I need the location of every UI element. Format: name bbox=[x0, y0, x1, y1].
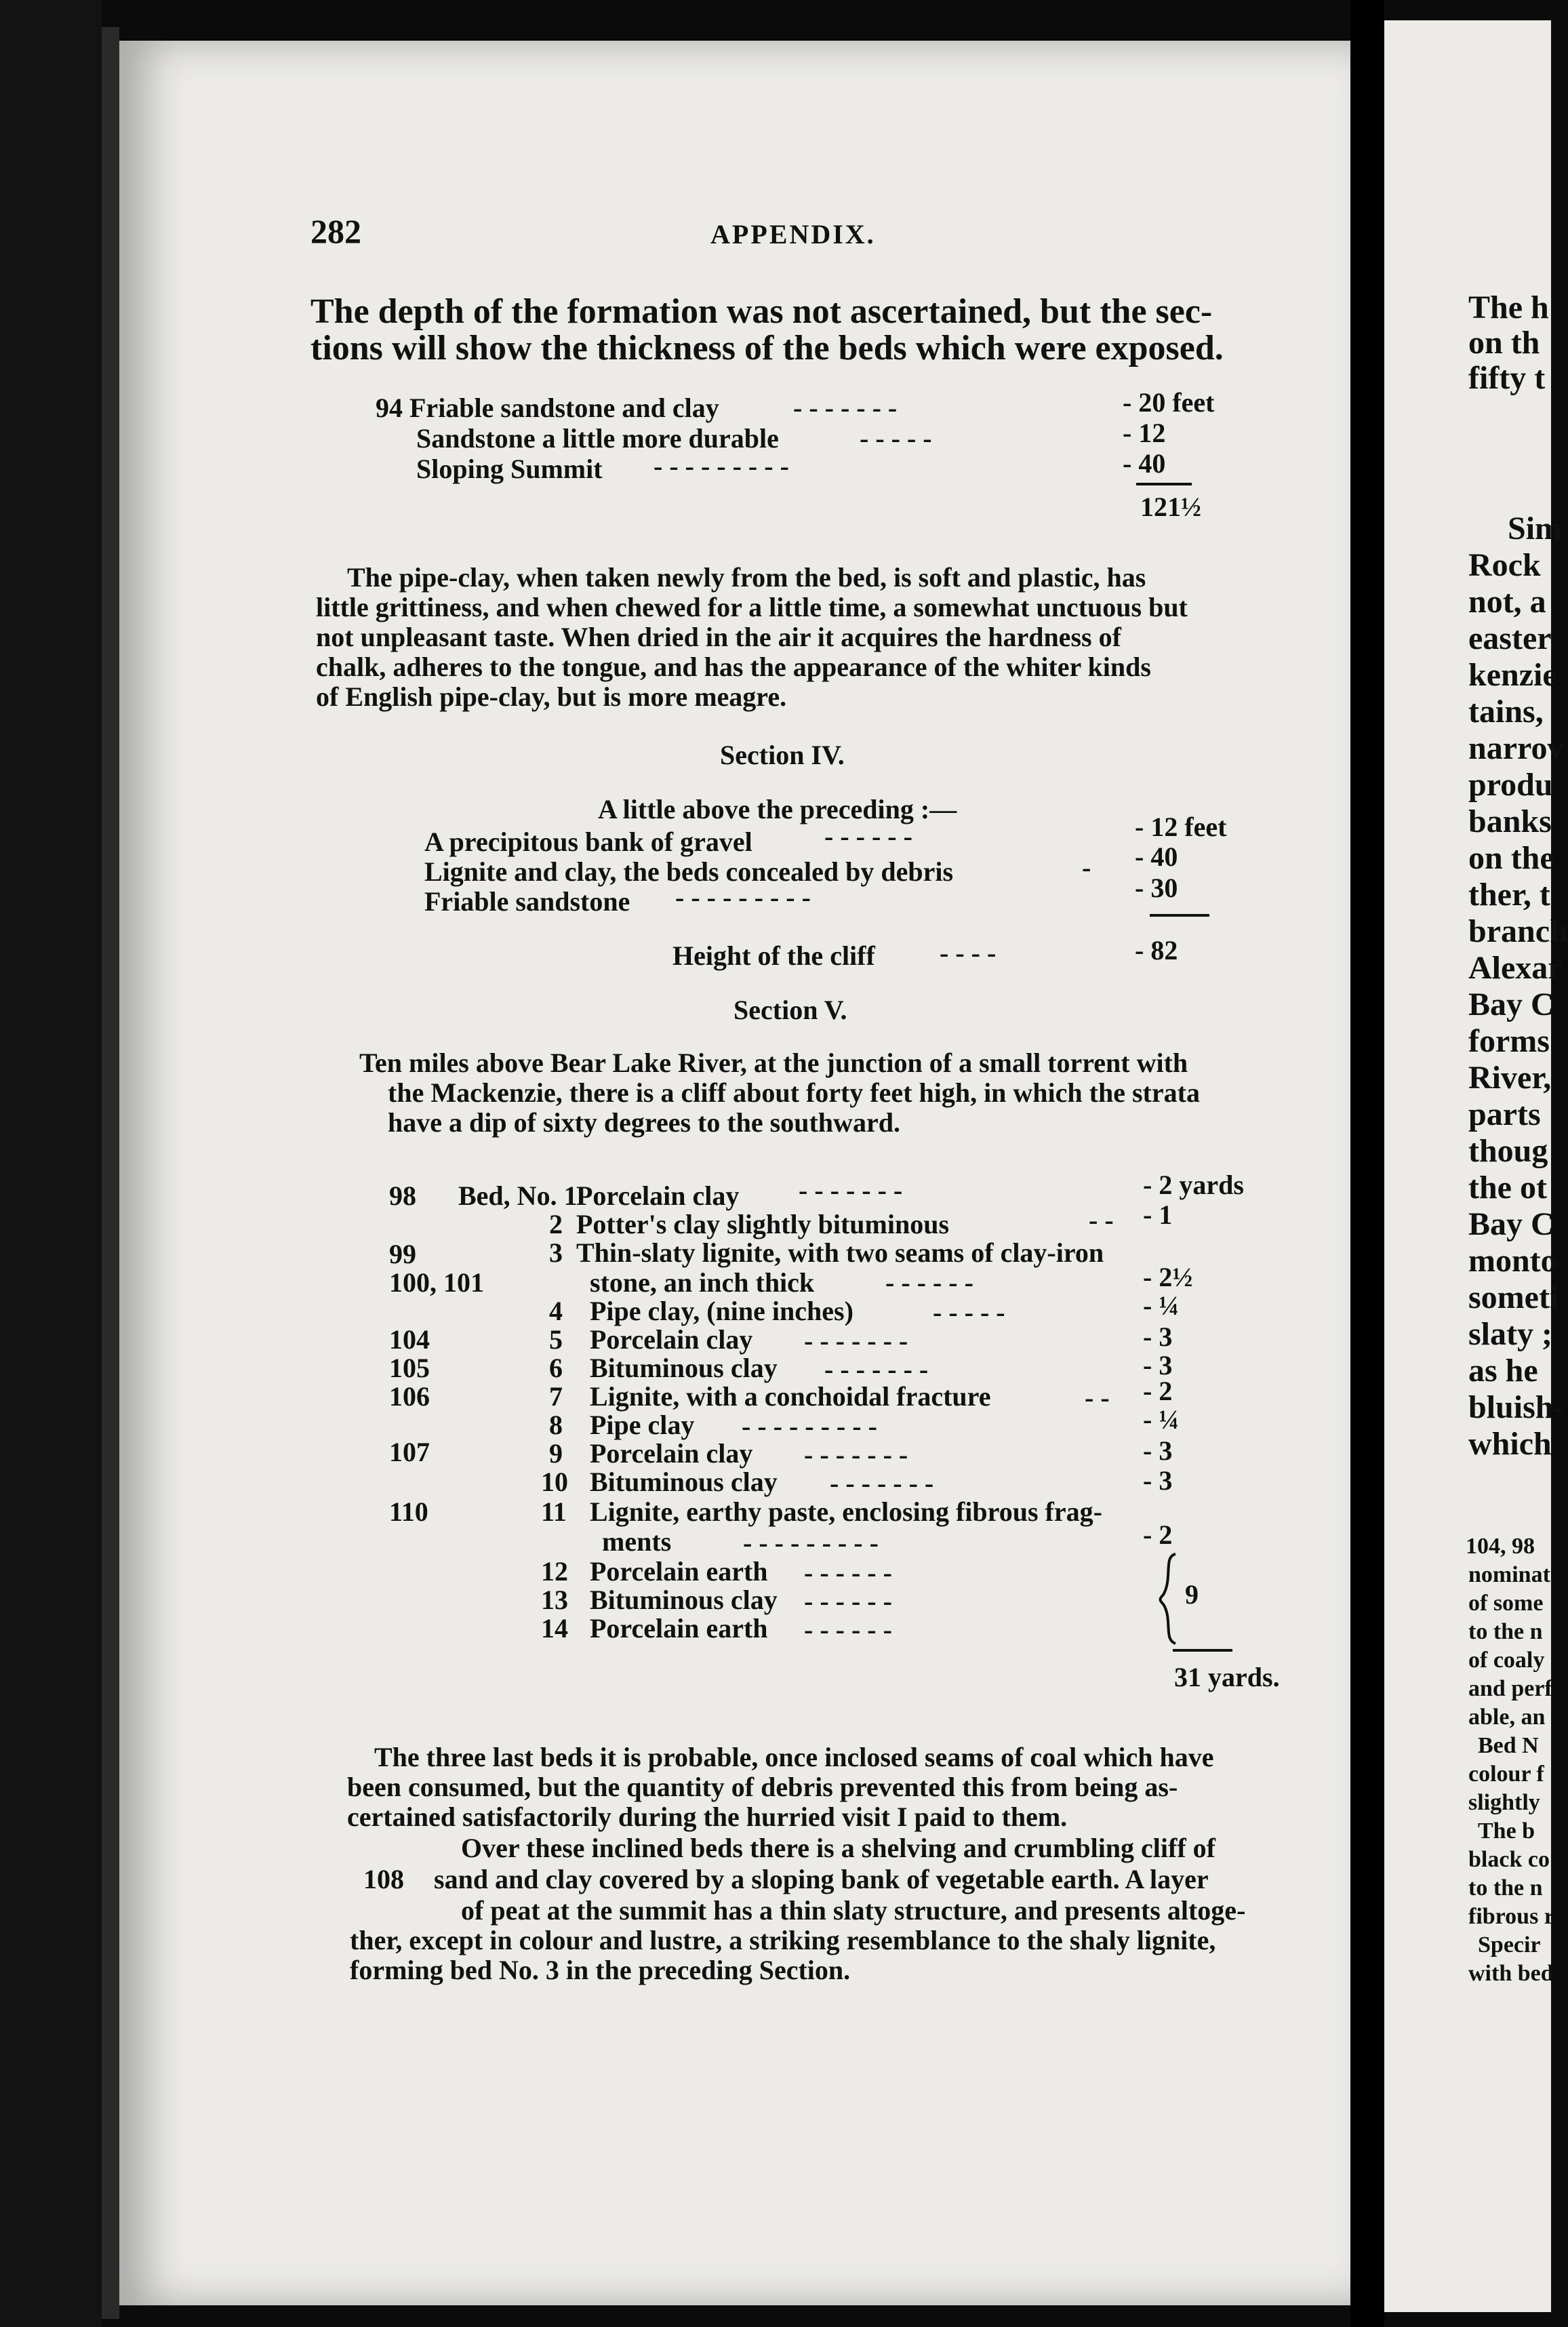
table-row: Lignite and clay, the beds concealed by debris bbox=[424, 856, 954, 887]
bed-number: 12 bbox=[541, 1556, 568, 1587]
leader-dots: - - - - - - - - - bbox=[743, 1528, 879, 1558]
sum-rule bbox=[1136, 483, 1192, 485]
specimen-number: 108 bbox=[363, 1864, 404, 1894]
specimen-number: 104 bbox=[389, 1324, 430, 1355]
bed-number: 10 bbox=[541, 1467, 568, 1497]
leader-dots: - - - - - - bbox=[804, 1614, 892, 1645]
bed-label: Pipe clay, (nine inches) bbox=[590, 1296, 853, 1326]
bed-number: 11 bbox=[541, 1496, 567, 1527]
section-heading: Section IV. bbox=[720, 740, 845, 770]
table-row: Friable sandstone bbox=[424, 886, 630, 917]
leader-dots: - - - - - - - - - bbox=[742, 1411, 877, 1441]
leader-dots: - - - - - - - bbox=[793, 393, 898, 423]
bed-number: 14 bbox=[541, 1613, 568, 1644]
bed-label: Porcelain clay bbox=[590, 1438, 753, 1469]
specimen-number: 98 bbox=[389, 1180, 416, 1211]
brace-icon bbox=[1157, 1551, 1184, 1646]
table-row: Sandstone a little more durable bbox=[416, 423, 779, 454]
height-value: - 82 bbox=[1135, 935, 1178, 966]
row-value: - 2 bbox=[1143, 1376, 1173, 1406]
row-value: - 30 bbox=[1135, 873, 1178, 903]
leader-dots: - - - - - - bbox=[824, 821, 912, 852]
bed-label: Porcelain clay bbox=[590, 1324, 753, 1355]
bed-label: Porcelain clay bbox=[576, 1180, 740, 1211]
row-value: - 3 bbox=[1143, 1350, 1173, 1380]
specimen-number: 110 bbox=[389, 1496, 428, 1527]
row-value: - 20 feet bbox=[1123, 387, 1215, 418]
table-total: 121½ bbox=[1140, 492, 1201, 522]
leader-dots: - - - - - - bbox=[885, 1267, 973, 1298]
sum-rule bbox=[1173, 1649, 1232, 1652]
leader-dots: - - - - - - bbox=[804, 1557, 892, 1588]
table-total: 31 yards. bbox=[1174, 1662, 1280, 1692]
row-value: - 40 bbox=[1123, 448, 1166, 479]
row-value: - 12 feet bbox=[1135, 812, 1227, 842]
book-page-right-edge: The h on th fifty t Sim Rock not, a easter kenzie tains, narrov produ banks on the ther, t branch Alexar Bay C forms River, parts thoug the ot Bay C monto someti slaty ; as he bluish- which 104, 98 nominat of some to the n of coaly and perf able, an Bed N colour f slightly The b black co to the n fibrous r Specir with bed bbox=[1384, 20, 1551, 2312]
leader-dots: - - - - - - - bbox=[824, 1354, 929, 1385]
bed-number: Bed, No. 1 bbox=[458, 1180, 578, 1211]
leader-dots: - - bbox=[1089, 1205, 1114, 1235]
table-row: A precipitous bank of gravel bbox=[424, 827, 752, 857]
leader-dots: - - - - - bbox=[933, 1297, 1005, 1328]
specimen-number: 106 bbox=[389, 1381, 430, 1412]
bed-label: Lignite, earthy paste, enclosing fibrous frag- bbox=[590, 1496, 1102, 1527]
scan-binding-shadow bbox=[102, 27, 119, 2319]
row-value: - 3 bbox=[1143, 1435, 1173, 1466]
table-row: 94 Friable sandstone and clay bbox=[376, 393, 719, 423]
page-number: 282 bbox=[310, 212, 361, 250]
leader-dots: - - - - - - - bbox=[830, 1468, 934, 1498]
bed-label: Porcelain earth bbox=[590, 1613, 768, 1644]
bed-label: Pipe clay bbox=[590, 1410, 695, 1440]
bed-label: Porcelain earth bbox=[590, 1556, 768, 1587]
specimen-number: 105 bbox=[389, 1353, 430, 1383]
specimen-number: 107 bbox=[389, 1437, 430, 1467]
leader-dots: - - - - - - - bbox=[804, 1439, 908, 1470]
bed-label: Bituminous clay bbox=[590, 1585, 778, 1615]
row-value: - 12 bbox=[1123, 418, 1166, 448]
leader-dots: - bbox=[1082, 852, 1091, 883]
section-lead: A little above the preceding :— bbox=[598, 794, 957, 824]
leader-dots: - - - - - - - - - bbox=[654, 451, 789, 481]
bed-label: ments bbox=[602, 1526, 672, 1557]
row-value: - 40 bbox=[1135, 841, 1178, 872]
leader-dots: - - - - - - bbox=[804, 1586, 892, 1616]
section-heading: Section V. bbox=[733, 995, 847, 1025]
bracket-value: 9 bbox=[1185, 1579, 1199, 1610]
height-label: Height of the cliff bbox=[672, 940, 875, 971]
bed-number: 8 bbox=[549, 1410, 563, 1440]
bed-number: 9 bbox=[549, 1438, 563, 1469]
bed-label: Potter's clay slightly bituminous bbox=[576, 1209, 950, 1239]
bed-number: 3 bbox=[549, 1237, 563, 1268]
bed-number: 2 bbox=[549, 1209, 563, 1239]
bed-label: Lignite, with a conchoidal fracture bbox=[590, 1381, 991, 1412]
row-value: - ¼ bbox=[1143, 1404, 1180, 1435]
row-value: - 1 bbox=[1143, 1199, 1173, 1230]
leader-dots: - - - - - bbox=[860, 423, 932, 454]
bed-label: Thin-slaty lignite, with two seams of clay-iron bbox=[576, 1237, 1104, 1268]
row-value: - 2 bbox=[1143, 1519, 1173, 1550]
book-page-left: 282 APPENDIX. The depth of the formation was not ascertained, but the sec- tions will show the thickness of the beds which were exposed. 94 Friable sandstone and clay - - - - - - - - 20 feet Sandstone a little more durable - - - - - - 12 Sloping Summit - - - - - - - - - - 40 121½ The pipe-clay, when taken newly from the bed, is soft and plastic, has little grittiness, and when chewed for a little time, a somewhat unctuous but not unpleasant taste. When dried in the air it acquires the hardness of chalk, adheres to the tongue, and has the appearance of the whiter kinds of English pipe-clay, but is more meagre. Section IV. A little above the preceding :— A precipitous bank of gravel - - - - - - - 12 feet Lignite and clay, the beds concealed by debris - - 40 Friable sandstone - - - - - - - - - - 30 Height of the cliff - - - - - 82 Section V. Ten miles above Bear Lake River, at the junction of a small torrent with the Mackenzie, there is a cliff about forty feet high, in which the strata have a dip of sixty degrees to the southward. 98 99 100, 101 104 105 106 107 110 Bed, No. 1 2 3 4 5 6 7 8 9 10 11 12 13 14 Porcelain clay Potter's clay slightly bituminous Thin-slaty lignite, with two seams of clay-iron stone, an inch thick Pipe clay, (nine inches) Porcelain clay Bituminous clay Lignite, with a conchoidal fracture Pipe clay Porcelain clay Bituminous clay Lignite, earthy paste, enclosing fibrous frag- ments Porcelain earth Bituminous clay Porcelain earth - - - - - - - - - - - - - - - - - - - - - - - - - - - - - - - - - - - - - - - - - - - - - - - - - - - - - - - - - - - - - - - - - - - - - - - - - - - - - - - - - - - - - - - 2 yards - 1 - 2½ - ¼ - 3 - 3 - 2 - ¼ - 3 - 3 - 2 9 31 yards. The three last beds it is probable, once inclosed seams of coal which have been consumed, but the quantity of debris prevented this from being as- certained satisfactorily during the hurried visit I paid to them. Over these inclined beds there is a shelving and crumbling cliff of 108 sand and clay covered by a sloping bank of vegetable earth. A layer of peat at the summit has a thin slaty structure, and presents altoge- ther, except in colour and lustre, a striking resemblance to the shaly lignite, forming bed No. 3 in the preceding Section. bbox=[119, 41, 1350, 2305]
bed-number: 5 bbox=[549, 1324, 563, 1355]
bed-label: stone, an inch thick bbox=[590, 1267, 815, 1298]
specimen-number: 99 bbox=[389, 1239, 416, 1269]
bed-number: 6 bbox=[549, 1353, 563, 1383]
specimen-number: 100, 101 bbox=[389, 1267, 484, 1298]
running-head: APPENDIX. bbox=[710, 219, 876, 250]
row-value: - ¼ bbox=[1143, 1290, 1180, 1321]
bed-number: 13 bbox=[541, 1585, 568, 1615]
book-gutter bbox=[1350, 0, 1384, 2327]
table-row: Sloping Summit bbox=[416, 454, 603, 484]
leader-dots: - - - - bbox=[940, 938, 997, 968]
row-value: - 3 bbox=[1143, 1321, 1173, 1352]
bed-number: 7 bbox=[549, 1381, 563, 1412]
leader-dots: - - bbox=[1085, 1383, 1110, 1413]
scan-left-border bbox=[0, 0, 102, 2327]
bed-number: 4 bbox=[549, 1296, 563, 1326]
leader-dots: - - - - - - - - - bbox=[675, 882, 811, 913]
leader-dots: - - - - - - - bbox=[804, 1326, 908, 1356]
row-value: - 2 yards bbox=[1143, 1170, 1244, 1200]
sum-rule bbox=[1150, 914, 1209, 917]
row-value: - 2½ bbox=[1143, 1262, 1193, 1292]
bed-label: Bituminous clay bbox=[590, 1353, 778, 1383]
bed-label: Bituminous clay bbox=[590, 1467, 778, 1497]
leader-dots: - - - - - - - bbox=[799, 1175, 903, 1206]
row-value: - 3 bbox=[1143, 1465, 1173, 1496]
